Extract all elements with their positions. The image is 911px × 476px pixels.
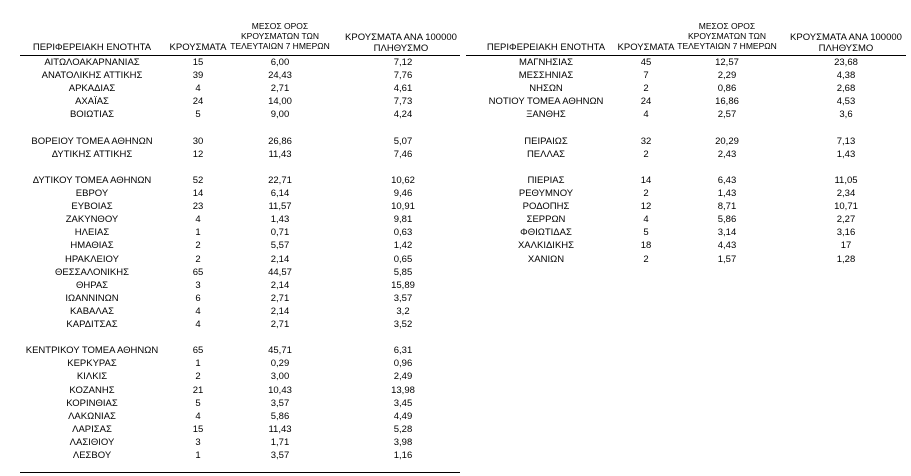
left-cell-avg: 11,57: [268, 201, 292, 212]
left-cell-per100k: 3,52: [393, 319, 413, 330]
right-header-avg-line3: ΤΕΛΕΥΤΑΙΩΝ 7 ΗΜΕΡΩΝ: [677, 41, 777, 51]
left-cell-region: ΛΕΣΒΟΥ: [72, 450, 112, 461]
left-cell-avg: 11,43: [268, 149, 292, 160]
right-cell-avg: 2,57: [717, 109, 737, 120]
left-header-per100k-line1: ΚΡΟΥΣΜΑΤΑ ΑΝΑ 100000: [345, 32, 457, 43]
left-cell-cases: 4: [195, 214, 201, 225]
left-cell-region: ΑΧΑΪΑΣ: [75, 96, 109, 107]
left-cell-region: ΑΙΤΩΛΟΑΚΑΡΝΑΝΙΑΣ: [44, 57, 140, 68]
left-cell-avg: 6,14: [270, 188, 290, 199]
left-bottom-rule: [20, 472, 460, 473]
right-cell-cases: 2: [643, 83, 649, 94]
left-cell-avg: 2,14: [270, 306, 290, 317]
left-cell-per100k: 13,98: [391, 385, 415, 396]
left-cell-region: ΖΑΚΥΝΘΟΥ: [65, 214, 119, 225]
right-cell-region: ΠΕΛΛΑΣ: [526, 149, 566, 160]
left-cell-per100k: 7,76: [393, 70, 413, 81]
left-cell-per100k: 9,81: [393, 214, 413, 225]
left-header-avg: [225, 21, 335, 51]
left-cell-region: ΔΥΤΙΚΟΥ ΤΟΜΕΑ ΑΘΗΝΩΝ: [32, 175, 152, 186]
right-cell-per100k: 10,71: [834, 201, 858, 212]
right-cell-per100k: 1,28: [836, 254, 856, 265]
left-cell-cases: 12: [192, 149, 204, 160]
right-cell-per100k: 1,43: [836, 149, 856, 160]
right-cell-region: ΝΟΤΙΟΥ ΤΟΜΕΑ ΑΘΗΝΩΝ: [488, 96, 604, 107]
left-cell-cases: 3: [195, 280, 201, 291]
left-cell-cases: 52: [192, 175, 204, 186]
left-cell-region: ΑΡΚΑΔΙΑΣ: [68, 83, 116, 94]
left-header-avg-line2: ΚΡΟΥΣΜΑΤΩΝ ΤΩΝ: [241, 31, 319, 41]
left-cell-region: ΚΑΒΑΛΑΣ: [70, 306, 114, 317]
left-cell-avg: 45,71: [268, 345, 292, 356]
left-cell-per100k: 4,24: [393, 109, 413, 120]
right-cell-cases: 2: [643, 254, 649, 265]
left-cell-cases: 4: [195, 411, 201, 422]
left-cell-region: ΗΛΕΙΑΣ: [74, 227, 110, 238]
right-cell-cases: 12: [640, 201, 652, 212]
left-cell-avg: 24,43: [268, 70, 292, 81]
right-cell-per100k: 17: [840, 240, 852, 251]
left-cell-per100k: 7,46: [393, 149, 413, 160]
right-cell-per100k: 23,68: [834, 57, 858, 68]
left-cell-avg: 5,86: [270, 411, 290, 422]
left-header-avg-line3: ΤΕΛΕΥΤΑΙΩΝ 7 ΗΜΕΡΩΝ: [230, 41, 330, 51]
right-cell-region: ΦΘΙΩΤΙΔΑΣ: [520, 227, 572, 238]
left-cell-cases: 4: [195, 319, 201, 330]
right-cell-cases: 5: [643, 227, 649, 238]
left-cell-cases: 15: [192, 424, 204, 435]
right-cell-avg: 1,43: [717, 188, 737, 199]
left-cell-cases: 2: [195, 240, 201, 251]
left-cell-avg: 3,00: [270, 371, 290, 382]
right-cell-avg: 8,71: [717, 201, 737, 212]
right-cell-per100k: 11,05: [834, 175, 858, 186]
left-cell-per100k: 1,42: [393, 240, 413, 251]
left-cell-per100k: 7,12: [393, 57, 413, 68]
right-cell-avg: 1,57: [717, 254, 737, 265]
left-cell-cases: 1: [195, 450, 201, 461]
left-cell-cases: 1: [195, 358, 201, 369]
left-cell-cases: 5: [195, 398, 201, 409]
right-cell-per100k: 2,68: [836, 83, 856, 94]
right-cell-per100k: 4,53: [836, 96, 856, 107]
left-cell-avg: 1,71: [270, 437, 290, 448]
right-cell-cases: 32: [640, 136, 652, 147]
left-cell-avg: 2,71: [270, 293, 290, 304]
right-cell-region: ΜΕΣΣΗΝΙΑΣ: [518, 70, 574, 81]
left-cell-per100k: 3,57: [393, 293, 413, 304]
left-cell-avg: 22,71: [268, 175, 292, 186]
right-cell-cases: 4: [643, 214, 649, 225]
right-cell-region: ΜΑΓΝΗΣΙΑΣ: [519, 57, 573, 68]
left-cell-per100k: 10,62: [391, 175, 415, 186]
right-cell-region: ΠΙΕΡΙΑΣ: [527, 175, 565, 186]
right-header-avg-line1: ΜΕΣΟΣ ΟΡΟΣ: [698, 21, 756, 31]
left-cell-avg: 14,00: [268, 96, 292, 107]
right-cell-avg: 12,57: [715, 57, 739, 68]
left-cell-cases: 15: [192, 57, 204, 68]
right-cell-cases: 18: [640, 240, 652, 251]
left-cell-per100k: 1,16: [393, 450, 413, 461]
right-cell-avg: 3,14: [717, 227, 737, 238]
left-cell-per100k: 4,61: [393, 83, 413, 94]
left-cell-avg: 0,29: [270, 358, 290, 369]
left-cell-per100k: 15,89: [391, 280, 415, 291]
left-cell-cases: 2: [195, 371, 201, 382]
right-cell-avg: 6,43: [717, 175, 737, 186]
left-cell-per100k: 6,31: [393, 345, 413, 356]
right-cell-cases: 2: [643, 149, 649, 160]
left-cell-region: ΚΟΡΙΝΘΙΑΣ: [66, 398, 118, 409]
left-cell-cases: 24: [192, 96, 204, 107]
right-cell-region: ΝΗΣΩΝ: [529, 83, 563, 94]
left-cell-region: ΕΒΡΟΥ: [75, 188, 109, 199]
left-cell-per100k: 2,49: [393, 371, 413, 382]
left-cell-cases: 30: [192, 136, 204, 147]
right-cell-region: ΣΕΡΡΩΝ: [526, 214, 566, 225]
left-cell-cases: 6: [195, 293, 201, 304]
right-cell-avg: 16,86: [715, 96, 739, 107]
right-header-per100k: [782, 32, 910, 54]
left-cell-cases: 2: [195, 254, 201, 265]
left-cell-avg: 6,00: [270, 57, 290, 68]
left-cell-per100k: 3,2: [396, 306, 410, 317]
right-cell-avg: 20,29: [715, 136, 739, 147]
left-cell-avg: 26,86: [268, 136, 292, 147]
left-cell-cases: 21: [192, 385, 204, 396]
left-cell-avg: 9,00: [270, 109, 290, 120]
left-cell-region: ΘΕΣΣΑΛΟΝΙΚΗΣ: [55, 267, 129, 278]
left-cell-avg: 2,71: [270, 83, 290, 94]
left-cell-region: ΚΑΡΔΙΤΣΑΣ: [66, 319, 118, 330]
right-cell-per100k: 3,6: [839, 109, 853, 120]
left-cell-avg: 2,14: [270, 280, 290, 291]
left-cell-cases: 1: [195, 227, 201, 238]
right-header-per100k-line1: ΚΡΟΥΣΜΑΤΑ ΑΝΑ 100000: [790, 32, 902, 43]
left-cell-region: ΚΕΝΤΡΙΚΟΥ ΤΟΜΕΑ ΑΘΗΝΩΝ: [25, 345, 159, 356]
left-cell-region: ΗΜΑΘΙΑΣ: [70, 240, 114, 251]
right-cell-region: ΡΟΔΟΠΗΣ: [522, 201, 570, 212]
right-cell-region: ΡΕΘΥΜΝΟΥ: [518, 188, 574, 199]
left-cell-avg: 1,43: [270, 214, 290, 225]
left-cell-region: ΛΑΚΩΝΙΑΣ: [68, 411, 116, 422]
left-cell-avg: 0,71: [270, 227, 290, 238]
right-cell-avg: 2,43: [717, 149, 737, 160]
left-cell-per100k: 3,45: [393, 398, 413, 409]
left-cell-cases: 14: [192, 188, 204, 199]
left-cell-cases: 4: [195, 83, 201, 94]
left-cell-per100k: 5,07: [393, 136, 413, 147]
left-cell-per100k: 4,49: [393, 411, 413, 422]
left-header-per100k: [335, 32, 467, 54]
right-cell-per100k: 4,38: [836, 70, 856, 81]
right-cell-region: ΠΕΙΡΑΙΩΣ: [524, 136, 568, 147]
left-cell-region: ΔΥΤΙΚΗΣ ΑΤΤΙΚΗΣ: [51, 149, 133, 160]
right-cell-avg: 2,29: [717, 70, 737, 81]
right-cell-cases: 45: [640, 57, 652, 68]
left-cell-cases: 3: [195, 437, 201, 448]
left-header-cases: ΚΡΟΥΣΜΑΤΑ: [169, 42, 227, 53]
right-header-avg-line2: ΚΡΟΥΣΜΑΤΩΝ ΤΩΝ: [688, 31, 766, 41]
right-cell-avg: 0,86: [717, 83, 737, 94]
left-cell-region: ΗΡΑΚΛΕΙΟΥ: [65, 254, 119, 265]
right-cell-cases: 2: [643, 188, 649, 199]
right-cell-per100k: 7,13: [836, 136, 856, 147]
left-cell-region: ΙΩΑΝΝΙΝΩΝ: [65, 293, 119, 304]
left-cell-per100k: 10,91: [391, 201, 415, 212]
right-cell-region: ΧΑΛΚΙΔΙΚΗΣ: [517, 240, 575, 251]
left-cell-per100k: 3,98: [393, 437, 413, 448]
left-cell-region: ΚΟΖΑΝΗΣ: [69, 385, 115, 396]
left-cell-cases: 5: [195, 109, 201, 120]
right-cell-per100k: 2,27: [836, 214, 856, 225]
right-cell-per100k: 3,16: [836, 227, 856, 238]
left-cell-cases: 23: [192, 201, 204, 212]
left-cell-per100k: 7,73: [393, 96, 413, 107]
left-cell-avg: 2,71: [270, 319, 290, 330]
right-header-rule: [466, 55, 906, 56]
right-cell-cases: 24: [640, 96, 652, 107]
left-cell-avg: 3,57: [270, 398, 290, 409]
right-header-avg: [672, 21, 782, 51]
left-cell-region: ΒΟΙΩΤΙΑΣ: [69, 109, 115, 120]
right-header-per100k-line2: ΠΛΗΘΥΣΜΟ: [818, 43, 874, 54]
left-cell-cases: 65: [192, 267, 204, 278]
left-header-region: ΠΕΡΙΦΕΡΕΙΑΚΗ ΕΝΟΤΗΤΑ: [32, 42, 152, 53]
left-cell-avg: 5,57: [270, 240, 290, 251]
right-cell-avg: 4,43: [717, 240, 737, 251]
left-cell-region: ΒΟΡΕΙΟΥ ΤΟΜΕΑ ΑΘΗΝΩΝ: [31, 136, 153, 147]
left-cell-avg: 11,43: [268, 424, 292, 435]
left-cell-region: ΑΝΑΤΟΛΙΚΗΣ ΑΤΤΙΚΗΣ: [41, 70, 143, 81]
left-cell-cases: 4: [195, 306, 201, 317]
left-cell-region: ΛΑΡΙΣΑΣ: [72, 424, 112, 435]
left-header-per100k-line2: ΠΛΗΘΥΣΜΟ: [373, 43, 429, 54]
left-header-avg-line1: ΜΕΣΟΣ ΟΡΟΣ: [251, 21, 309, 31]
right-cell-per100k: 2,34: [836, 188, 856, 199]
left-cell-region: ΘΗΡΑΣ: [75, 280, 109, 291]
right-cell-region: ΞΑΝΘΗΣ: [526, 109, 566, 120]
left-cell-avg: 2,14: [270, 254, 290, 265]
left-cell-per100k: 9,46: [393, 188, 413, 199]
left-cell-per100k: 0,65: [393, 254, 413, 265]
left-cell-avg: 10,43: [268, 385, 292, 396]
left-header-rule: [20, 55, 460, 56]
right-cell-cases: 7: [643, 70, 649, 81]
left-cell-per100k: 0,96: [393, 358, 413, 369]
left-cell-region: ΛΑΣΙΘΙΟΥ: [69, 437, 115, 448]
right-header-region: ΠΕΡΙΦΕΡΕΙΑΚΗ ΕΝΟΤΗΤΑ: [486, 42, 606, 53]
left-cell-cases: 39: [192, 70, 204, 81]
left-cell-per100k: 5,28: [393, 424, 413, 435]
left-cell-per100k: 5,85: [393, 267, 413, 278]
left-cell-region: ΕΥΒΟΙΑΣ: [71, 201, 113, 212]
right-cell-cases: 14: [640, 175, 652, 186]
right-header-cases: ΚΡΟΥΣΜΑΤΑ: [617, 42, 675, 53]
left-cell-avg: 3,57: [270, 450, 290, 461]
right-cell-avg: 5,86: [717, 214, 737, 225]
left-cell-region: ΚΕΡΚΥΡΑΣ: [67, 358, 117, 369]
left-cell-per100k: 0,63: [393, 227, 413, 238]
left-cell-region: ΚΙΛΚΙΣ: [76, 371, 108, 382]
right-cell-cases: 4: [643, 109, 649, 120]
right-cell-region: ΧΑΝΙΩΝ: [527, 254, 565, 265]
left-cell-cases: 65: [192, 345, 204, 356]
left-cell-avg: 44,57: [268, 267, 292, 278]
